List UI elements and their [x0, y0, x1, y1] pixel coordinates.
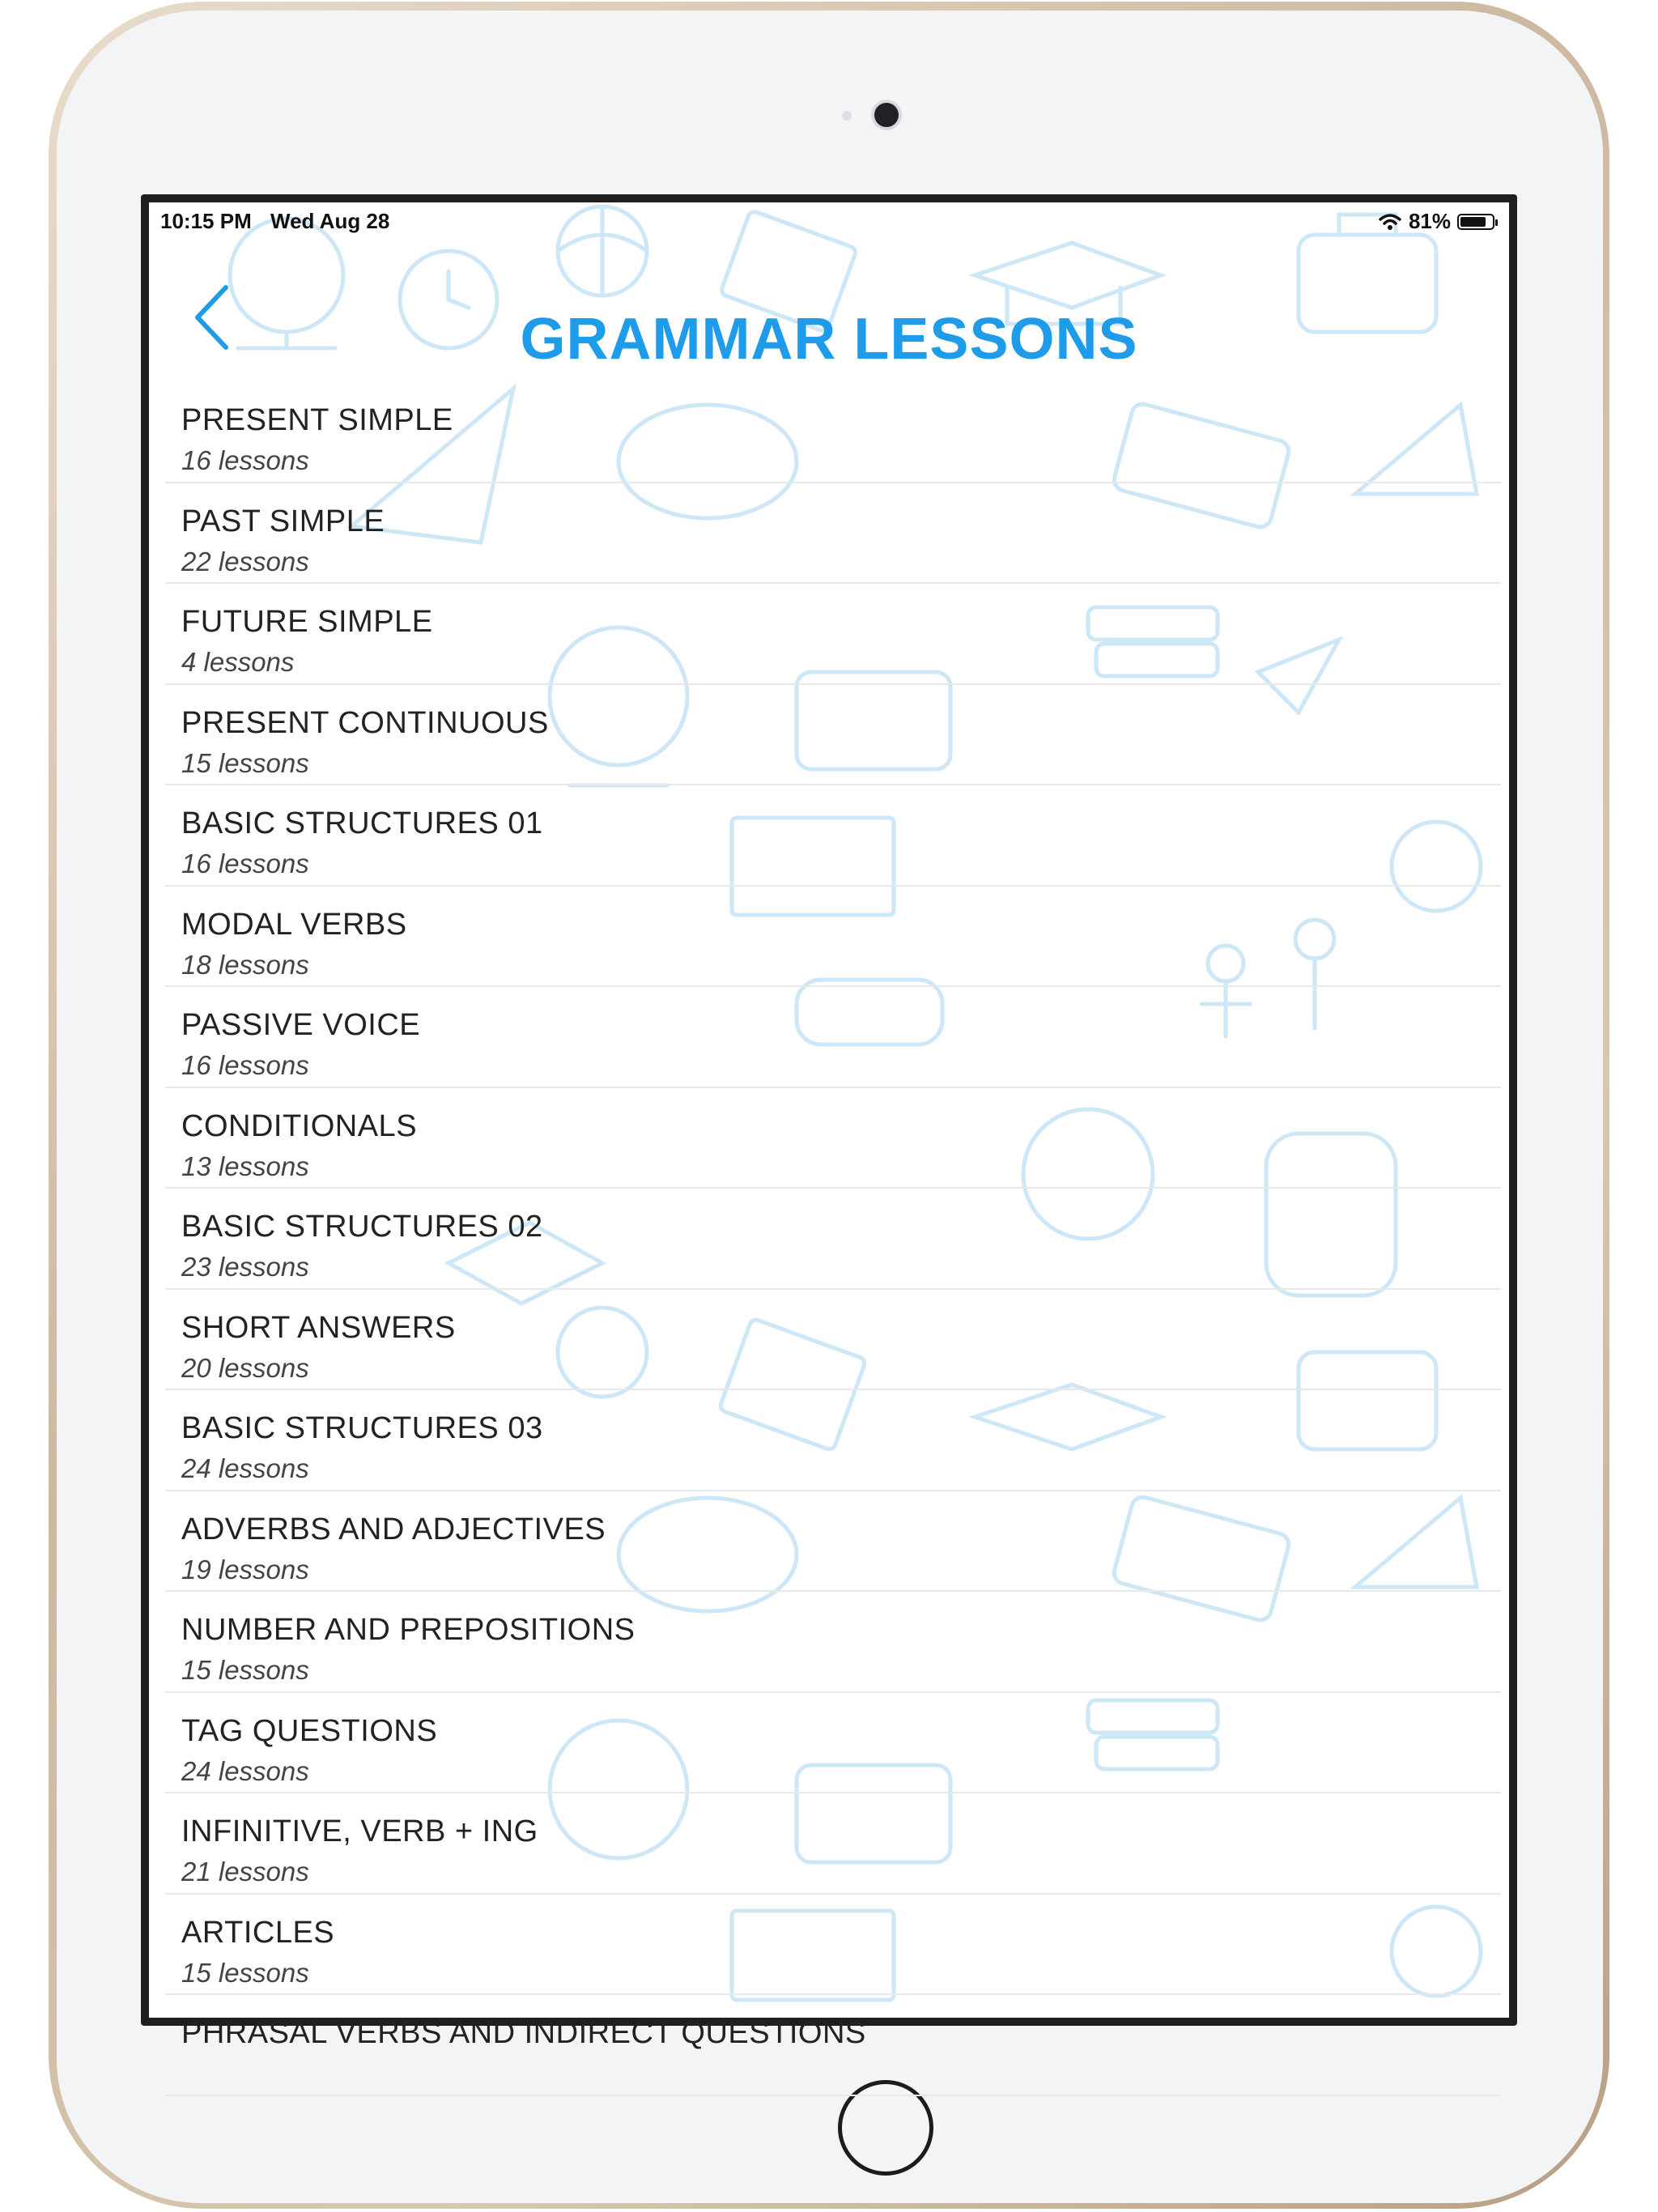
lesson-title: PRESENT CONTINUOUS — [181, 705, 549, 740]
battery-level — [1460, 217, 1486, 227]
lesson-count: 21 lessons — [181, 1857, 309, 1887]
lesson-title: INFINITIVE, VERB + ING — [181, 1814, 538, 1848]
lesson-row[interactable] — [165, 1189, 1501, 1290]
lesson-row[interactable] — [165, 1895, 1501, 1996]
lesson-title: SHORT ANSWERS — [181, 1310, 456, 1345]
lesson-row[interactable] — [165, 685, 1501, 786]
lesson-row[interactable] — [165, 987, 1501, 1088]
lesson-row[interactable] — [165, 1390, 1501, 1491]
lesson-count: 16 lessons — [181, 849, 309, 878]
lesson-row[interactable] — [165, 887, 1501, 988]
lesson-count: 24 lessons — [181, 1755, 309, 1786]
lesson-title: ARTICLES — [181, 1915, 335, 1950]
lesson-count: 16 lessons — [181, 445, 309, 475]
lesson-row[interactable] — [165, 1793, 1501, 1895]
navigation-bar — [149, 243, 1509, 381]
lesson-row[interactable] — [165, 584, 1501, 685]
lesson-title: PRESENT SIMPLE — [181, 403, 453, 437]
status-bar — [149, 202, 1509, 238]
lesson-row[interactable] — [165, 1693, 1501, 1794]
lesson-row[interactable] — [165, 1592, 1501, 1693]
lesson-title: PHRASAL VERBS AND INDIRECT QUESTIONS — [181, 2016, 866, 2050]
status-date: Wed Aug 28 — [270, 209, 390, 233]
lesson-title: PASSIVE VOICE — [181, 1008, 421, 1042]
lesson-row[interactable] — [165, 382, 1501, 483]
lesson-count: 15 lessons — [181, 1957, 309, 1988]
lesson-row[interactable] — [165, 1491, 1501, 1593]
lesson-list — [149, 382, 1509, 2096]
lesson-count: 15 lessons — [181, 1655, 309, 1685]
lesson-title: CONDITIONALS — [181, 1108, 418, 1143]
battery-icon — [1457, 214, 1494, 230]
app-screen — [149, 202, 1509, 2050]
lesson-title: NUMBER AND PREPOSITIONS — [181, 1613, 636, 1647]
status-time: 10:15 PM — [160, 209, 252, 233]
lesson-title: PAST SIMPLE — [181, 504, 385, 538]
status-indicators — [1378, 209, 1494, 234]
lesson-row[interactable] — [165, 1290, 1501, 1391]
lesson-count: 20 lessons — [181, 1352, 309, 1383]
lesson-count: 18 lessons — [181, 949, 309, 980]
lesson-title: FUTURE SIMPLE — [181, 605, 433, 639]
lesson-count: 16 lessons — [181, 1050, 309, 1080]
lesson-row[interactable] — [165, 1995, 1501, 2096]
lesson-title: TAG QUESTIONS — [181, 1713, 438, 1748]
lesson-count: 22 lessons — [181, 546, 309, 576]
lesson-count: 13 lessons — [181, 1151, 309, 1181]
lesson-title: BASIC STRUCTURES 01 — [181, 806, 543, 840]
lesson-count: 15 lessons — [181, 747, 309, 778]
lesson-count: 19 lessons — [181, 1554, 309, 1585]
lesson-title: MODAL VERBS — [181, 907, 407, 942]
lesson-row[interactable] — [165, 785, 1501, 887]
lesson-count: 4 lessons — [181, 647, 295, 677]
lesson-count: 23 lessons — [181, 1252, 309, 1282]
lesson-row[interactable] — [165, 1088, 1501, 1189]
camera-icon — [874, 103, 899, 127]
lesson-title: ADVERBS AND ADJECTIVES — [181, 1512, 606, 1546]
lesson-title: BASIC STRUCTURES 02 — [181, 1210, 543, 1244]
lesson-title: BASIC STRUCTURES 03 — [181, 1411, 543, 1445]
lesson-row[interactable] — [165, 483, 1501, 585]
light-sensor — [842, 111, 852, 121]
wifi-icon — [1378, 213, 1402, 231]
battery-percent: 81% — [1408, 209, 1451, 233]
battery-cap — [1495, 219, 1498, 226]
lesson-count: 24 lessons — [181, 1453, 309, 1483]
page-title: GRAMMAR LESSONS — [520, 307, 1138, 372]
